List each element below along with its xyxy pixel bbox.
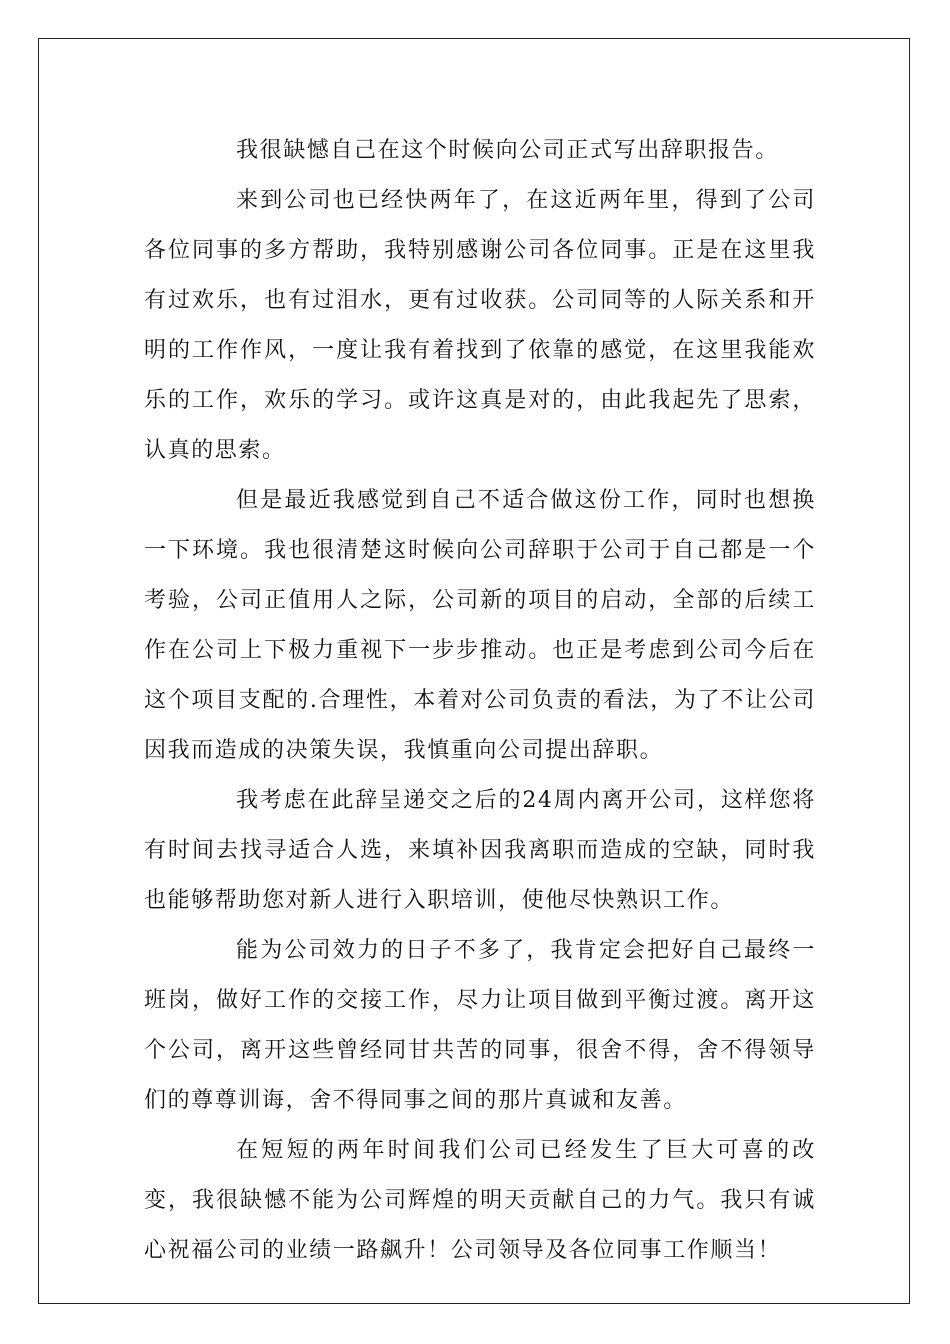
paragraph-5: 能为公司效力的日子不多了，我肯定会把好自己最终一班岗，做好工作的交接工作，尽力让项目做到平衡过渡。离开这个公司，离开这些曾经同甘共苦的同事，很舍不得，舍不得领导们的尊尊训诲，舍不得同事之间的那片真诚和友善。	[144, 938, 816, 1113]
paragraph-6: 在短短的两年时间我们公司已经发生了巨大可喜的改变，我很缺憾不能为公司辉煌的明天贡献自己的力气。我只有诚心祝福公司的业绩一路飙升！公司领导及各位同事工作顺当！	[144, 1138, 816, 1263]
paragraph-3: 但是最近我感觉到自己不适合做这份工作，同时也想换一下环境。我也很清楚这时候向公司辞职于公司于自己都是一个考验，公司正值用人之际，公司新的项目的启动，全部的后续工作在公司上下极力重视下一步步推动。也正是考虑到公司今后在这个项目支配的.合理性，本着对公司负责的看法，为了不让公司因我而造成的决策失误，我慎重向公司提出辞职。	[144, 488, 816, 763]
document-body	[144, 126, 816, 1276]
paragraph-1: 我很缺憾自己在这个时候向公司正式写出辞职报告。	[236, 138, 779, 163]
paragraph-2: 来到公司也已经快两年了，在这近两年里，得到了公司各位同事的多方帮助，我特别感谢公司各位同事。正是在这里我有过欢乐，也有过泪水，更有过收获。公司同等的人际关系和开明的工作作风，一度让我有着找到了依靠的感觉，在这里我能欢乐的工作，欢乐的学习。或许这真是对的，由此我起先了思索，认真的思索。	[144, 188, 816, 463]
paragraph-4: 我考虑在此辞呈递交之后的24周内离开公司，这样您将有时间去找寻适合人选，来填补因我离职而造成的空缺，同时我也能够帮助您对新人进行入职培训，使他尽快熟识工作。	[144, 788, 816, 913]
